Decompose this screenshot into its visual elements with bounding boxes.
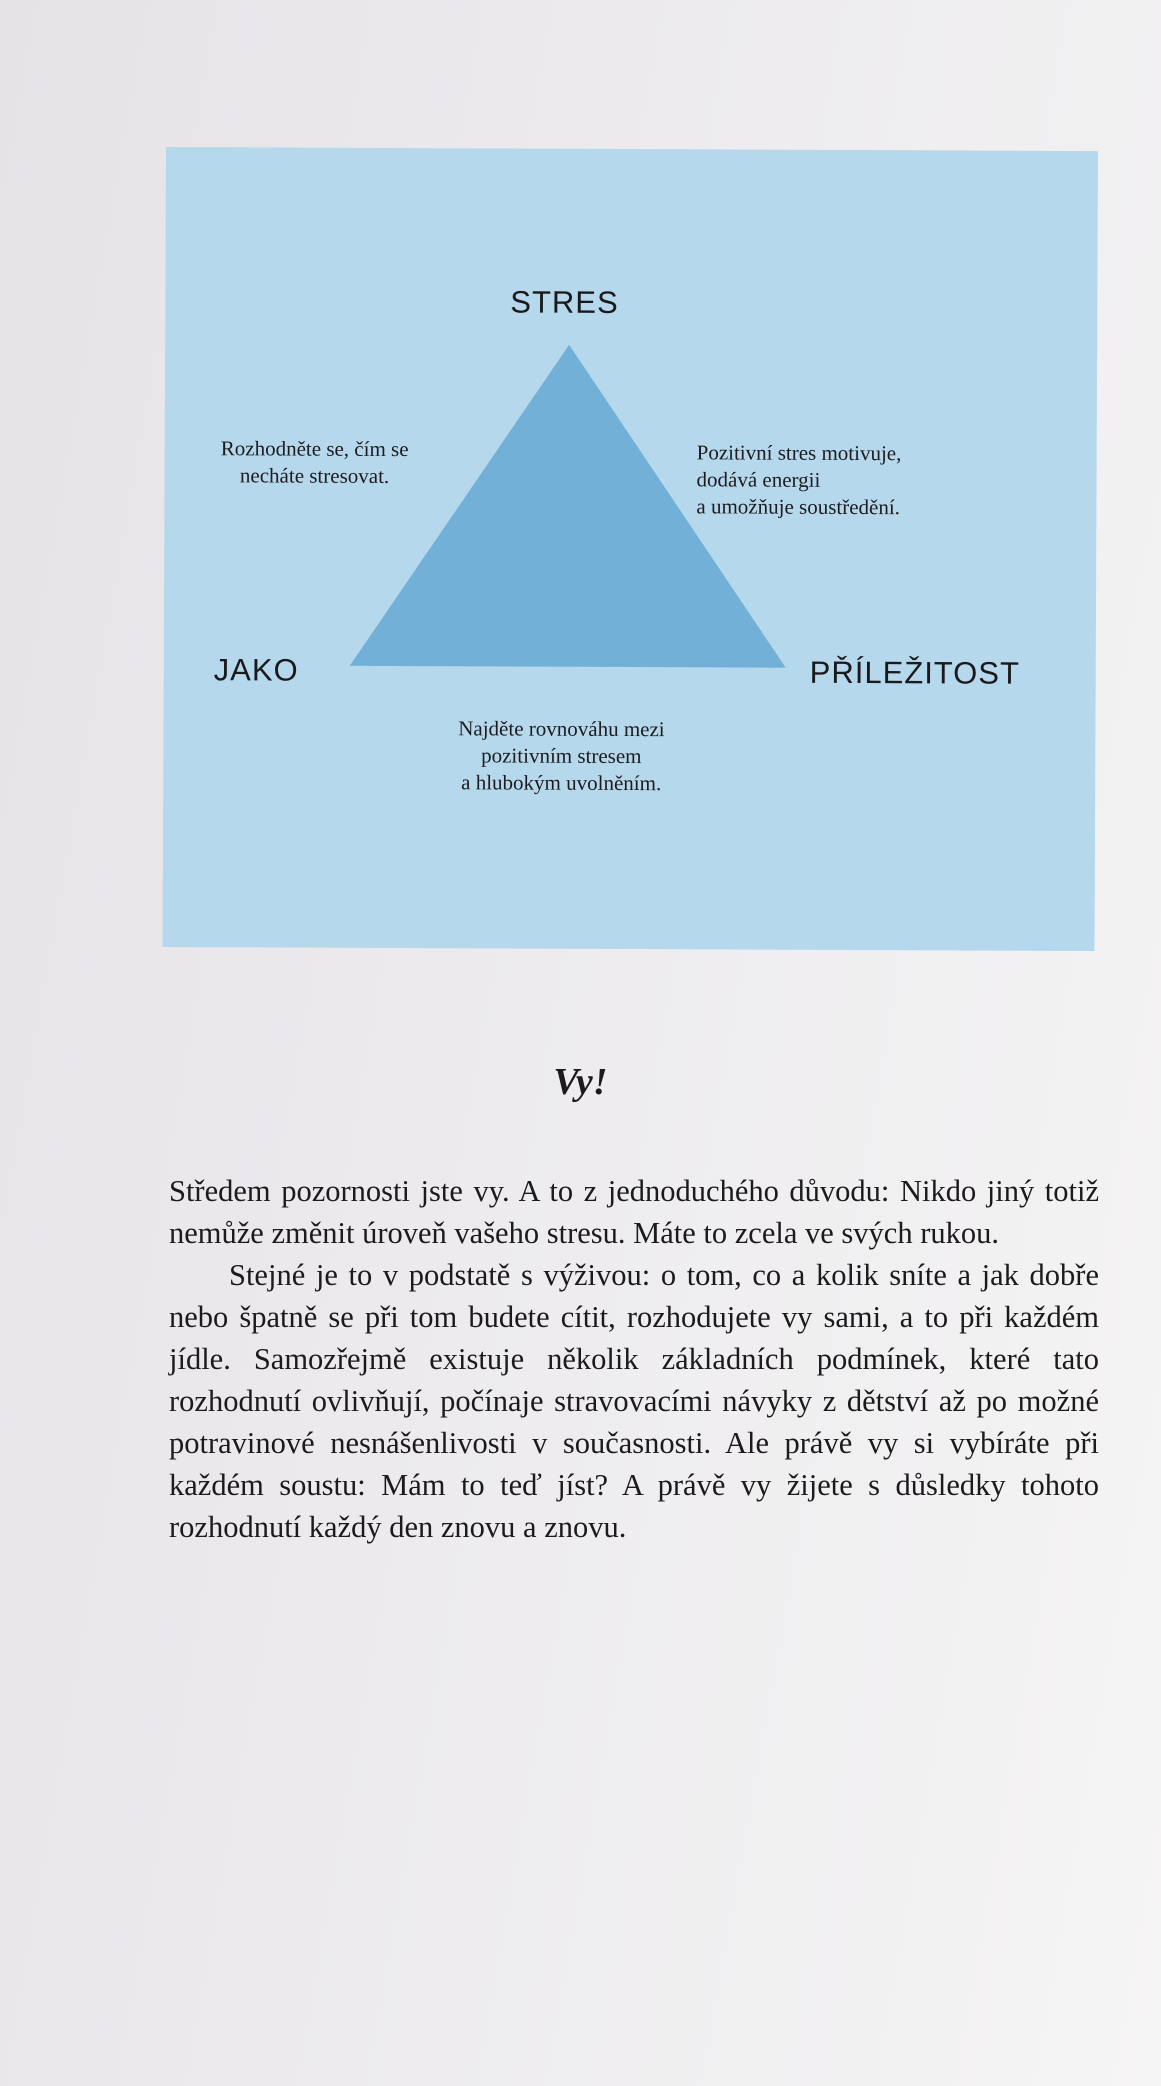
paragraph-2: Stejné je to v podstatě s výživou: o tom, co a kolik sníte a jak dobře nebo špatně se při tom budete cítit, rozhodujete vy sami, a to při každém jídle. Samozřejmě existuje několik základních podmínek, které tato rozhodnutí ovlivňují, počínaje stravovacími návyky z dětství až po možné potravinové nesnášenlivosti v současnosti. Ale právě vy si vybíráte při každém soustu: Mám to teď jíst? A právě vy žijete s důsledky tohoto rozhodnutí každý den znovu a znovu.: [169, 1258, 1099, 1544]
body-text: [169, 1170, 1099, 1548]
section-heading: Vy!: [553, 1061, 608, 1103]
stress-triangle-diagram: [163, 147, 1098, 951]
note-balance: Najděte rovnováhu mezi pozitivním stresem a hlubokým uvolněním.: [458, 716, 665, 796]
note-decide: Rozhodněte se, čím se necháte stresovat.: [220, 436, 409, 488]
paragraph-1: Středem pozornosti jste vy. A to z jednoduchého důvodu: Nikdo jiný totiž nemůže změnit úroveň vašeho stresu. Máte to zcela ve svých rukou.: [169, 1174, 1099, 1250]
label-jako: JAKO: [213, 652, 299, 688]
note-positive-stress: Pozitivní stres motivuje, dodává energii a umožňuje soustředění.: [696, 440, 902, 520]
label-prilezitost: PŘÍLEŽITOST: [809, 654, 1021, 691]
label-stres: STRES: [510, 284, 619, 320]
